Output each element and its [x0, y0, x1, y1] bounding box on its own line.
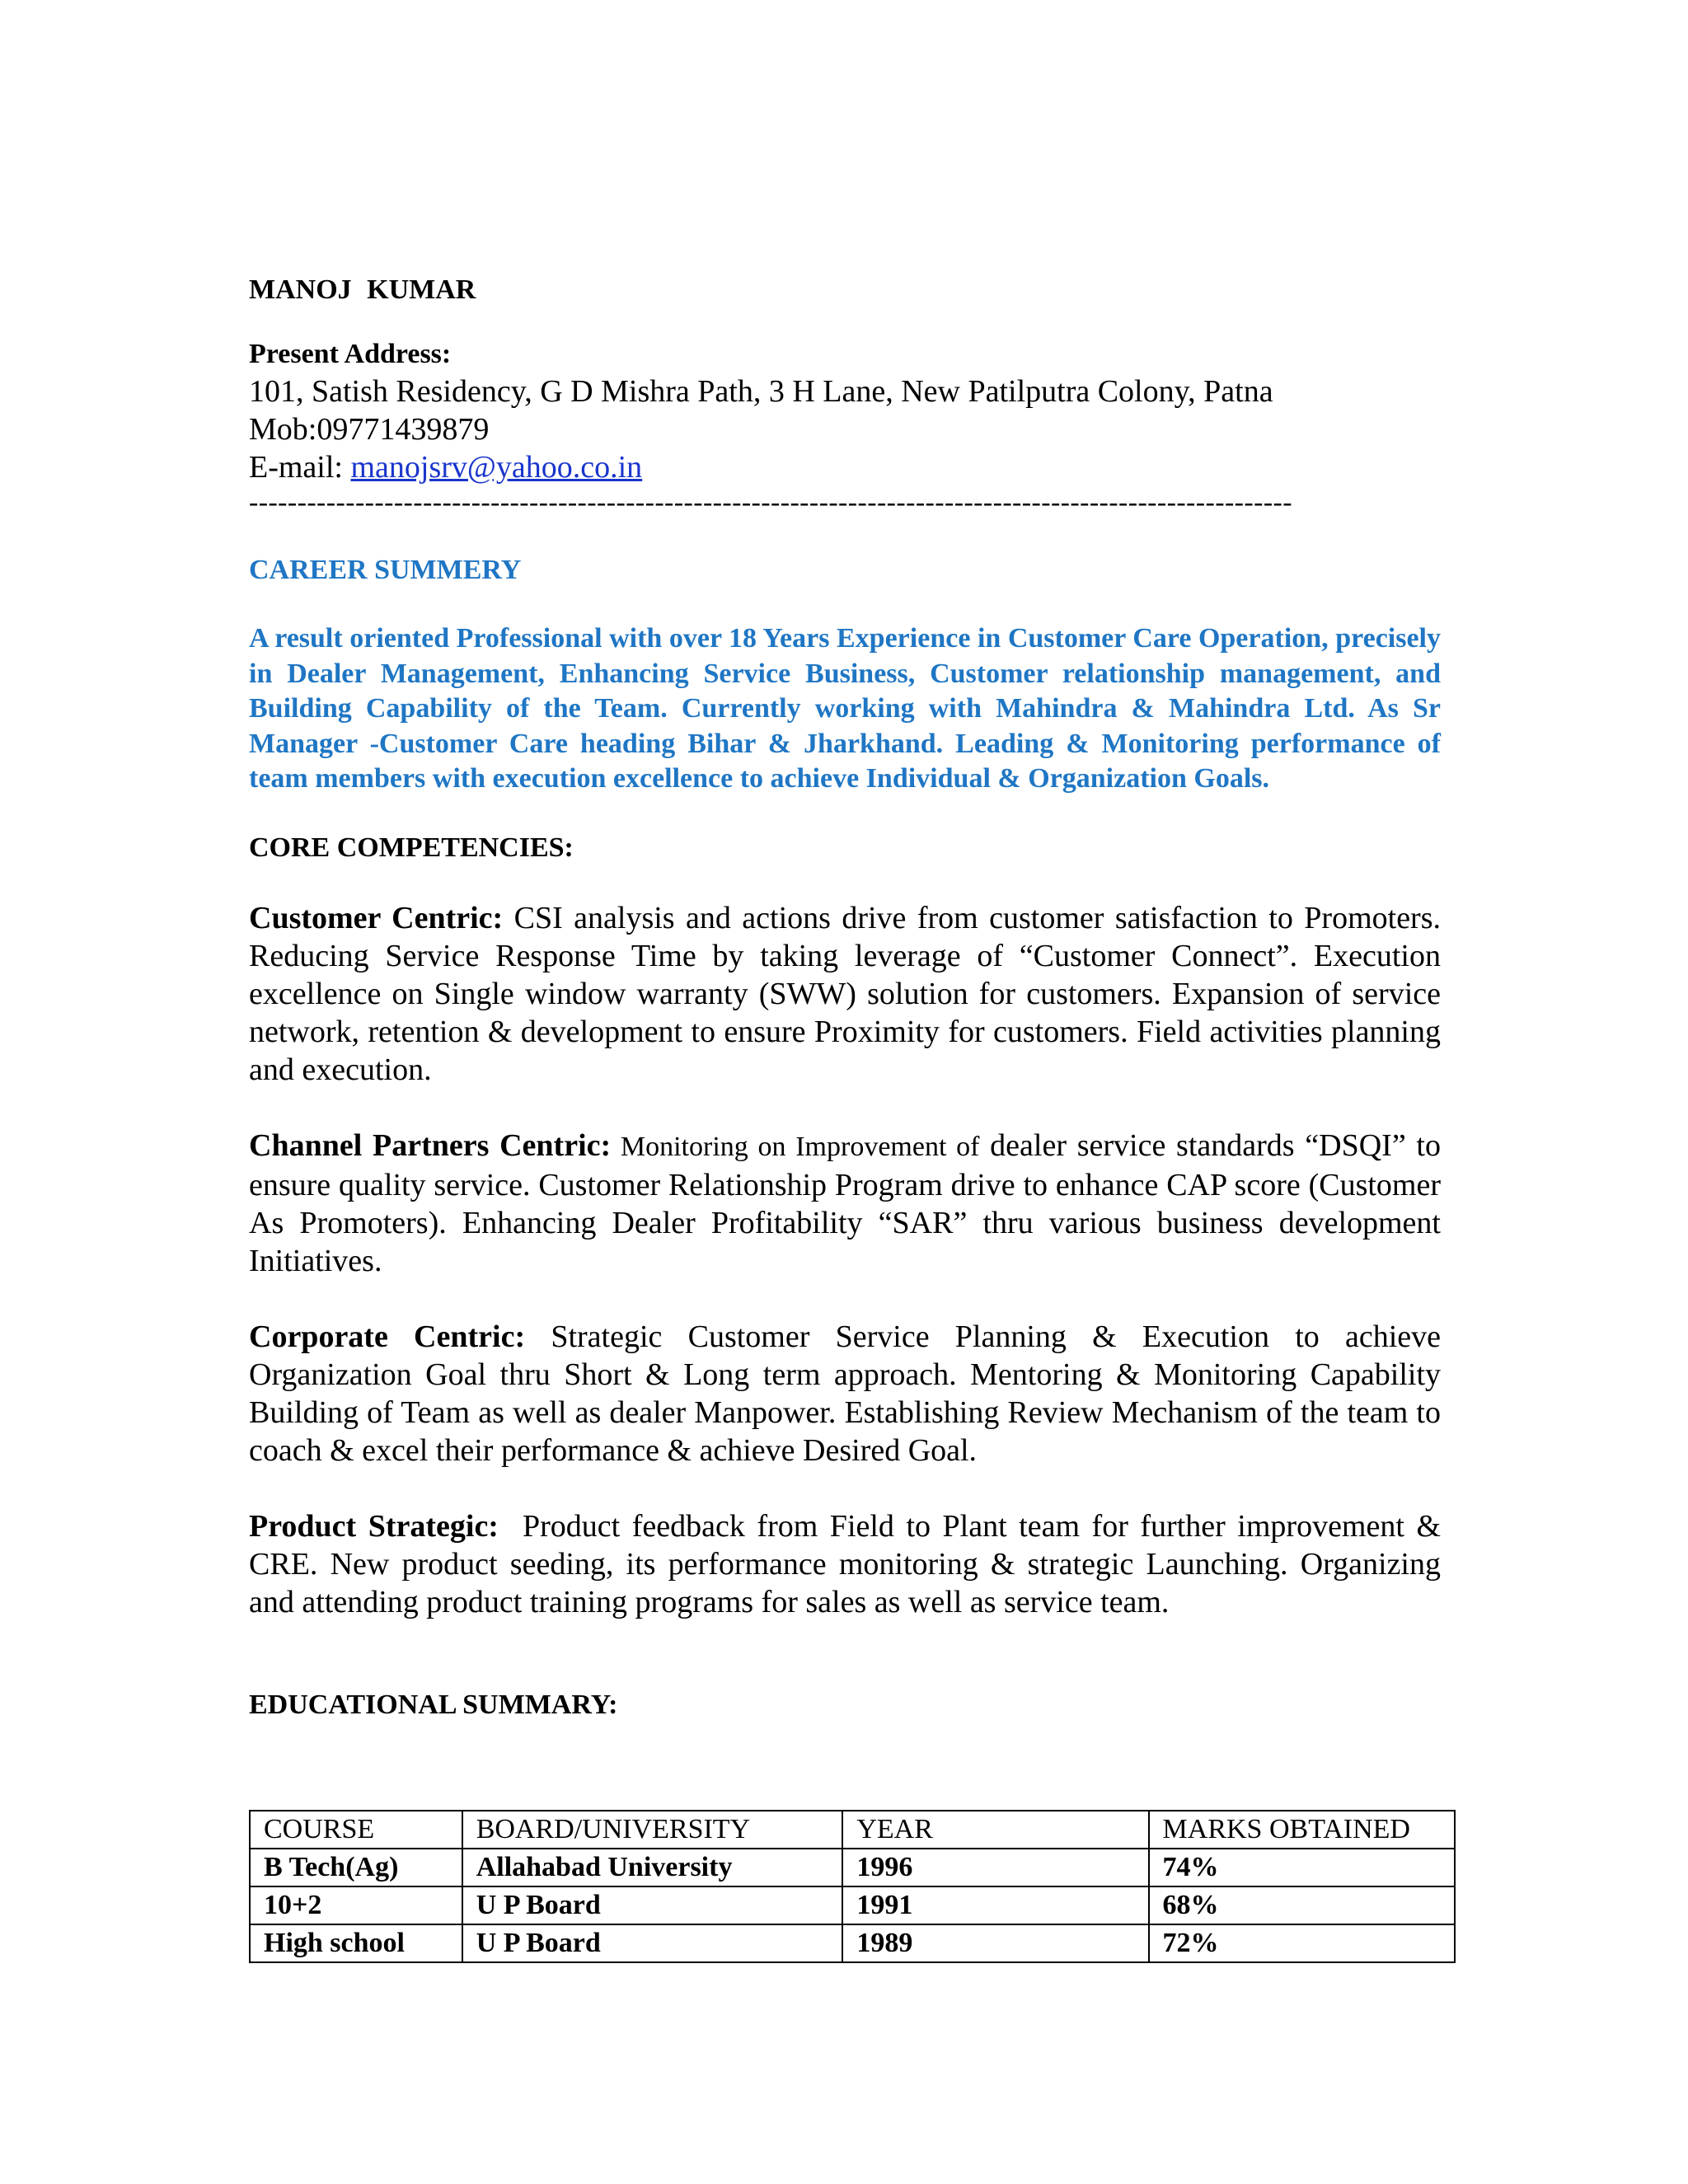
competency-text: Strategic Customer Service Planning & Execution to achieve Organization Goal thru Short & Long term approach. Mentoring & Monitoring Capability Building of Team as well as dealer Manpower. Establishing Review Mechanism of the team to coach & excel their performance & achieve Desired Goal.	[249, 1319, 1442, 1468]
column-header-marks: MARKS OBTAINED	[1149, 1811, 1455, 1849]
table-row	[250, 1849, 1455, 1886]
competency-corporate-centric	[249, 1318, 1441, 1469]
cell-year: 1991	[842, 1886, 1148, 1924]
address-heading: Present Address:	[249, 339, 452, 369]
separator-line: ------------------------------------------------------------------------------------------------------------	[249, 487, 1293, 518]
competency-product-strategic	[249, 1507, 1449, 1621]
candidate-name: MANOJ KUMAR	[249, 274, 476, 305]
competency-label: Channel Partners Centric:	[249, 1127, 612, 1163]
cell-course: High school	[250, 1924, 462, 1962]
cell-marks: 72%	[1149, 1924, 1455, 1962]
cell-marks: 68%	[1149, 1886, 1455, 1924]
cell-board: Allahabad University	[462, 1849, 843, 1886]
cell-course: 10+2	[250, 1886, 462, 1924]
cell-board: U P Board	[462, 1924, 843, 1962]
column-header-year: YEAR	[842, 1811, 1148, 1849]
table-header-row	[250, 1811, 1455, 1849]
address-text: 101, Satish Residency, G D Mishra Path, 3 H Lane, New Patilputra Colony, Patna	[249, 374, 1273, 409]
competency-text: dealer service standards “DSQI” to ensure quality service. Customer Relationship Program drive to enhance CAP score (Customer As Promoters). Enhancing Dealer Profitability “SAR” thru various business development Initiatives.	[249, 1127, 1441, 1278]
cell-marks: 74%	[1149, 1849, 1455, 1886]
cell-year: 1996	[842, 1849, 1148, 1886]
cell-year: 1989	[842, 1924, 1148, 1962]
education-table	[249, 1810, 1456, 1963]
column-header-board: BOARD/UNIVERSITY	[462, 1811, 843, 1849]
career-summary-heading: CAREER SUMMERY	[249, 555, 522, 585]
email-link[interactable]: manojsrv@yahoo.co.in	[350, 450, 643, 485]
competency-text: CSI analysis and actions drive from customer satisfaction to Promoters. Reducing Service Response Time by taking leverage of “Customer Connect”. Execution excellence on Single window warranty (SWW) solution for customers. Expansion of service network, retention & development to ensure Proximity for customers. Field activities planning and execution.	[249, 900, 1442, 1087]
email-line	[249, 448, 1441, 486]
column-header-course: COURSE	[250, 1811, 462, 1849]
educational-summary-heading: EDUCATIONAL SUMMARY:	[249, 1689, 618, 1720]
email-label: E-mail:	[249, 450, 351, 485]
competency-label: Customer Centric:	[249, 900, 504, 935]
table-row	[250, 1924, 1455, 1962]
core-competencies-heading: CORE COMPETENCIES:	[249, 832, 574, 863]
table-row	[250, 1886, 1455, 1924]
competency-channel-partners-centric	[249, 1127, 1441, 1280]
resume-page	[249, 272, 1449, 1723]
competency-label: Product Strategic:	[249, 1508, 499, 1544]
competency-text-small: Monitoring on Improvement of	[611, 1131, 980, 1162]
mobile-number: Mob:09771439879	[249, 412, 490, 447]
cell-board: U P Board	[462, 1886, 843, 1924]
competency-text: Product feedback from Field to Plant team for further improvement & CRE. New product seeding, its performance monitoring & strategic Launching. Organizing and attending product training programs for sales as well as service team.	[249, 1508, 1449, 1619]
career-summary-text: A result oriented Professional with over 18 Years Experience in Customer Care Operation, precisely in Dealer Management, Enhancing Service Business, Customer relationship management, and Building Capability of the Team. Currently working with Mahindra & Mahindra Ltd. As Sr Manager -Customer Care heading Bihar & Jharkhand. Leading & Monitoring performance of team members with execution excellence to achieve Individual & Organization Goals.	[249, 623, 1441, 794]
competency-label: Corporate Centric:	[249, 1319, 526, 1354]
competency-customer-centric	[249, 899, 1441, 1089]
cell-course: B Tech(Ag)	[250, 1849, 462, 1886]
